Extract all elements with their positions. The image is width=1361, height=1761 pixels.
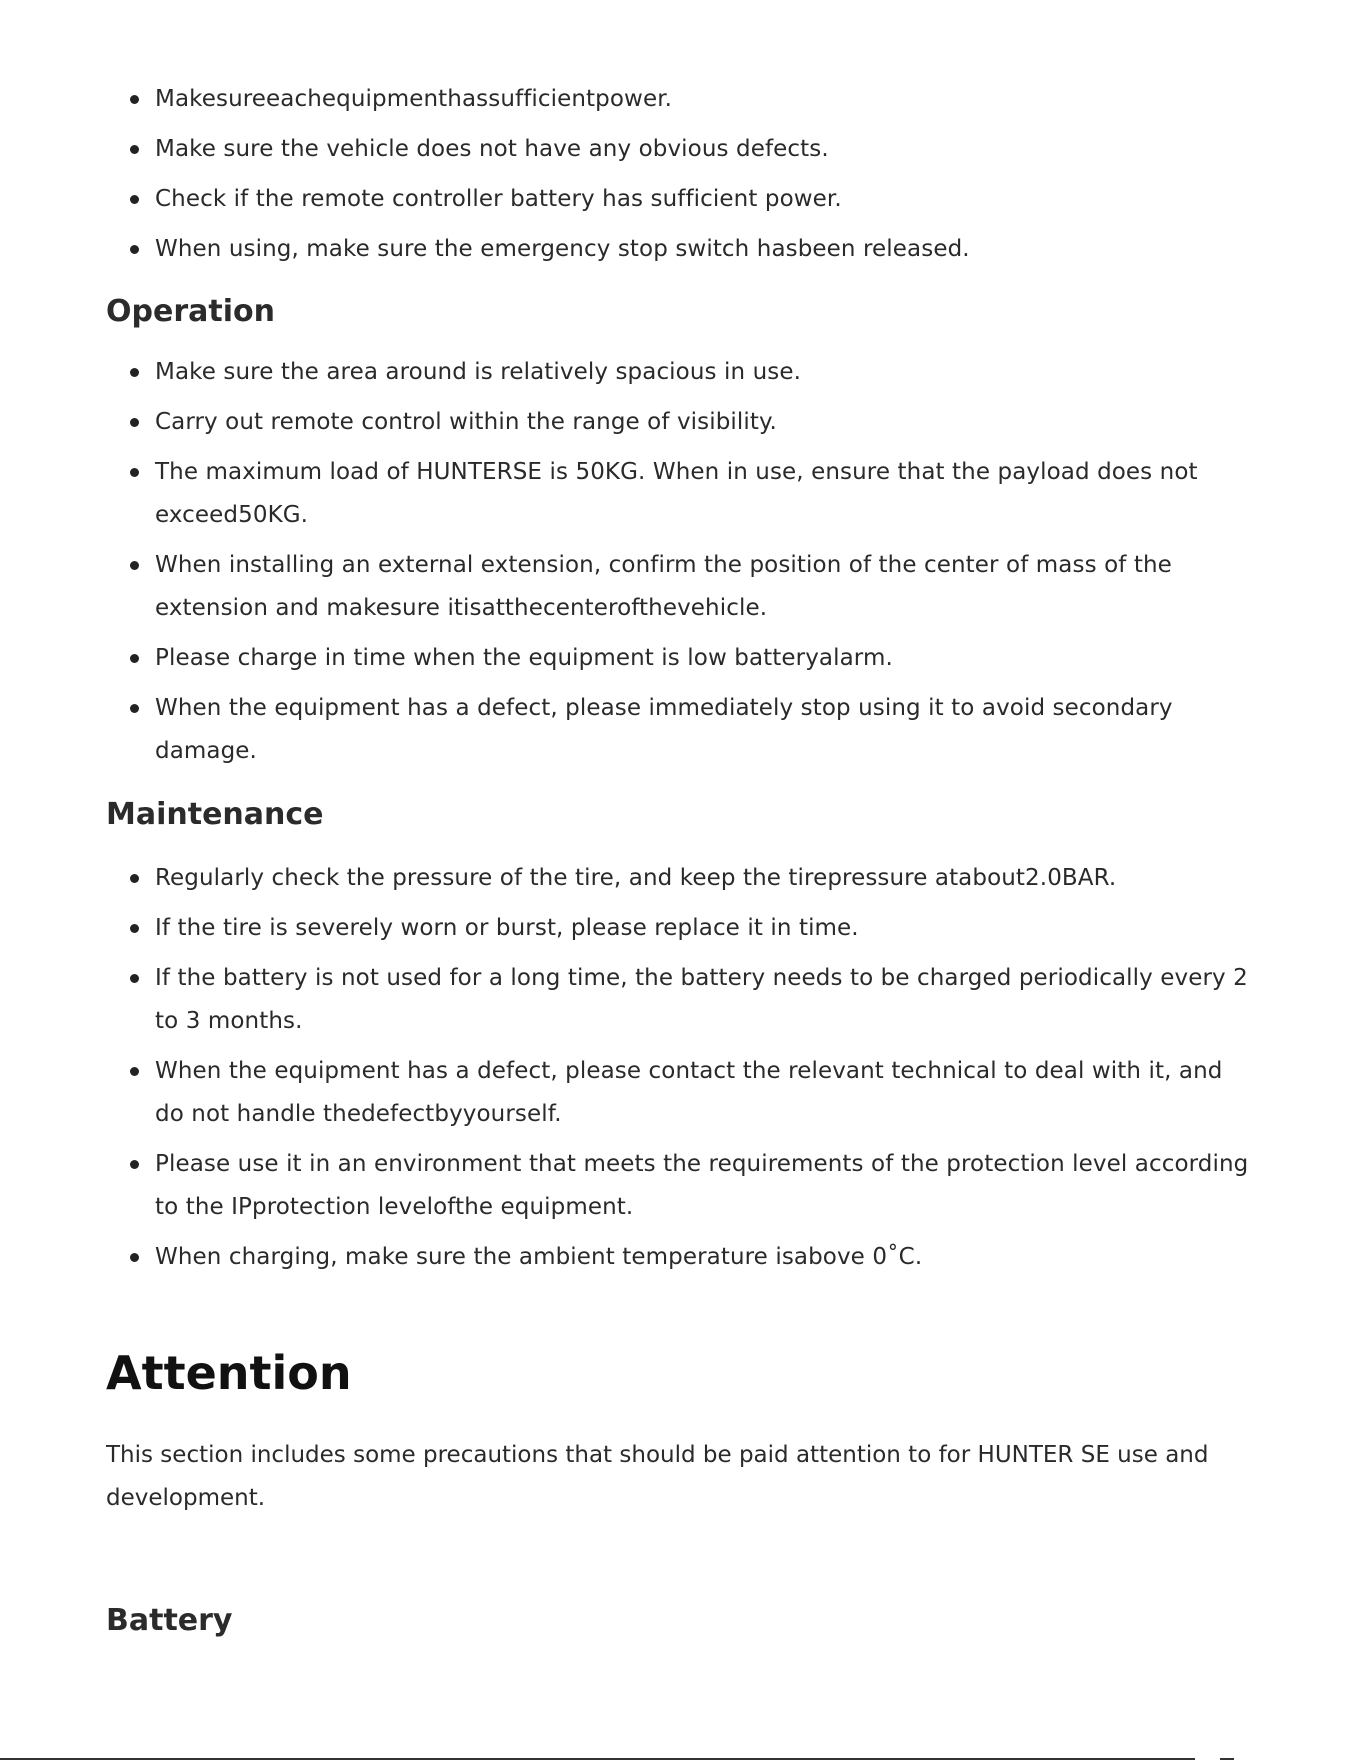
list-item	[106, 857, 1256, 900]
list-item	[106, 228, 970, 271]
list-item	[106, 544, 1256, 630]
bullet-icon	[130, 654, 139, 663]
bullet-icon	[130, 924, 139, 933]
list-item	[106, 401, 1256, 444]
bullet-icon	[130, 874, 139, 883]
list-item	[106, 78, 970, 121]
operation-heading: Operation	[106, 294, 275, 329]
bullet-icon	[130, 145, 139, 154]
list-item-text: Please use it in an environment that meets the requirements of the protection level according to the IPprotection levelofthe equipment.	[155, 1151, 1249, 1220]
footer-divider-mark	[1220, 1758, 1234, 1760]
bullet-icon	[130, 195, 139, 204]
bullet-icon	[130, 95, 139, 104]
list-item	[106, 687, 1256, 773]
bullet-icon	[130, 1253, 139, 1262]
list-item	[106, 957, 1256, 1043]
bullet-icon	[130, 561, 139, 570]
list-item-text: Please charge in time when the equipment is low batteryalarm.	[155, 645, 893, 671]
list-item	[106, 907, 1256, 950]
list-item-text: The maximum load of HUNTERSE is 50KG. When in use, ensure that the payload does not exceed50KG.	[155, 459, 1198, 528]
battery-heading: Battery	[106, 1603, 233, 1638]
list-item-text: Makesureeachequipmenthassufficientpower.	[155, 86, 673, 112]
list-item-text: When installing an external extension, confirm the position of the center of mass of the extension and makesure itisatthecenterofthevehicle.	[155, 552, 1172, 621]
list-item	[106, 637, 1256, 680]
list-item	[106, 128, 970, 171]
list-item	[106, 351, 1256, 394]
maintenance-list	[106, 857, 1256, 1286]
list-item-text: When using, make sure the emergency stop switch hasbeen released.	[155, 236, 970, 262]
bullet-icon	[130, 418, 139, 427]
list-item-text: When charging, make sure the ambient temperature isabove 0˚C.	[155, 1244, 923, 1270]
maintenance-heading: Maintenance	[106, 797, 324, 832]
list-item	[106, 1050, 1256, 1136]
bullet-icon	[130, 1160, 139, 1169]
precheck-list	[106, 78, 970, 278]
list-item-text: Regularly check the pressure of the tire, and keep the tirepressure atabout2.0BAR.	[155, 865, 1117, 891]
footer-divider	[0, 1758, 1195, 1760]
attention-intro: This section includes some precautions that should be paid attention to for HUNTER SE use and development.	[106, 1442, 1209, 1511]
operation-list	[106, 351, 1256, 780]
bullet-icon	[130, 704, 139, 713]
bullet-icon	[130, 368, 139, 377]
list-item-text: Check if the remote controller battery has sufficient power.	[155, 186, 842, 212]
list-item-text: Carry out remote control within the range of visibility.	[155, 409, 777, 435]
list-item	[106, 1143, 1256, 1229]
list-item-text: When the equipment has a defect, please contact the relevant technical to deal with it, and do not handle thedefectbyyourself.	[155, 1058, 1223, 1127]
list-item-text: If the tire is severely worn or burst, please replace it in time.	[155, 915, 859, 941]
list-item	[106, 1236, 1256, 1279]
bullet-icon	[130, 1067, 139, 1076]
bullet-icon	[130, 974, 139, 983]
list-item-text: When the equipment has a defect, please immediately stop using it to avoid secondary damage.	[155, 695, 1173, 764]
bullet-icon	[130, 245, 139, 254]
bullet-icon	[130, 468, 139, 477]
list-item-text: If the battery is not used for a long time, the battery needs to be charged periodically every 2 to 3 months.	[155, 965, 1248, 1034]
list-item	[106, 178, 970, 221]
list-item-text: Make sure the area around is relatively spacious in use.	[155, 359, 802, 385]
attention-heading: Attention	[106, 1346, 352, 1400]
list-item-text: Make sure the vehicle does not have any obvious defects.	[155, 136, 829, 162]
list-item	[106, 451, 1256, 537]
